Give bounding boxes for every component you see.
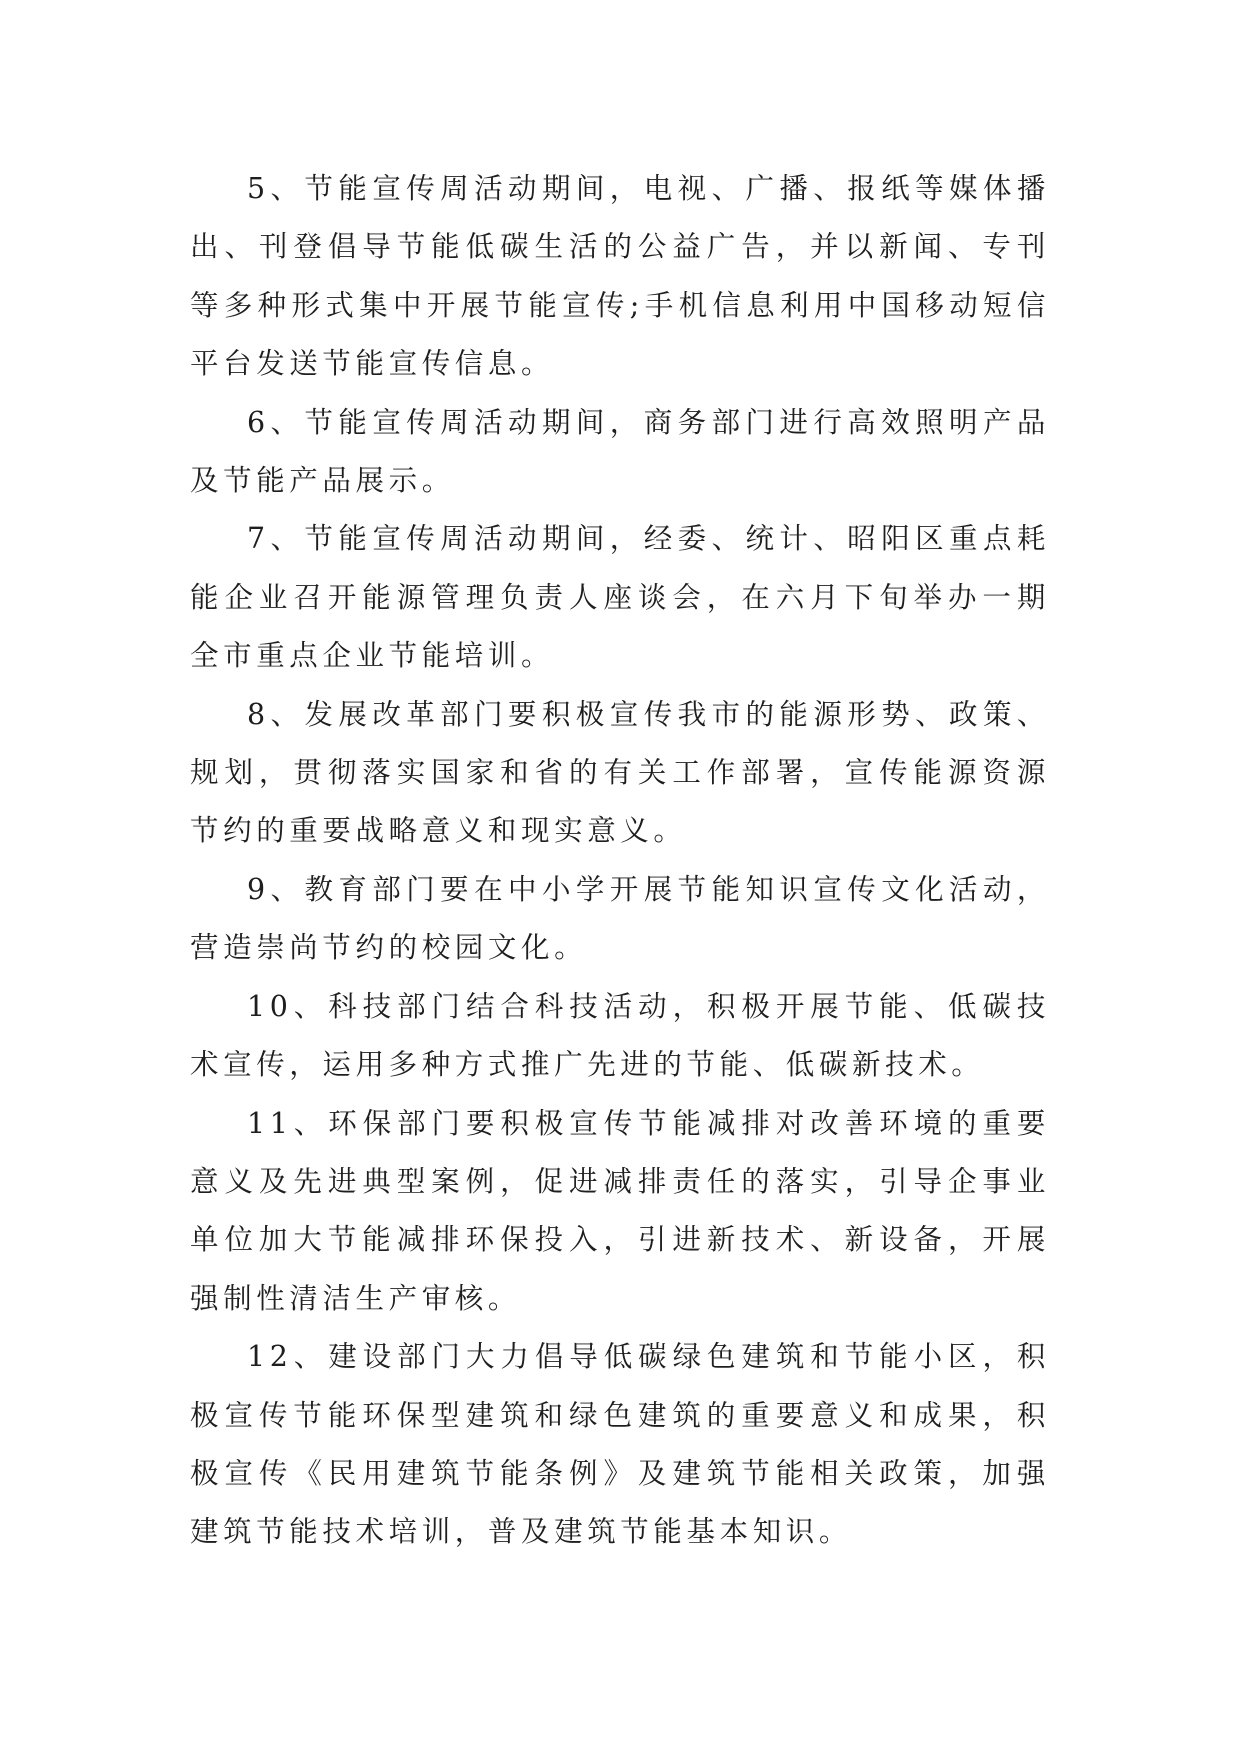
document-body [190, 160, 1050, 1562]
paragraph-item-8: 8、发展改革部门要积极宣传我市的能源形势、政策、规划，贯彻落实国家和省的有关工作部署，宣传能源资源节约的重要战略意义和现实意义。 [190, 697, 1050, 848]
paragraph-item-5: 5、节能宣传周活动期间，电视、广播、报纸等媒体播出、刊登倡导节能低碳生活的公益广告，并以新闻、专刊等多种形式集中开展节能宣传;手机信息利用中国移动短信平台发送节能宣传信息。 [190, 172, 1050, 381]
paragraph-item-9: 9、教育部门要在中小学开展节能知识宣传文化活动，营造崇尚节约的校园文化。 [190, 872, 1050, 965]
paragraph-item-6: 6、节能宣传周活动期间，商务部门进行高效照明产品及节能产品展示。 [190, 405, 1050, 498]
paragraph-item-10: 10、科技部门结合科技活动，积极开展节能、低碳技术宣传，运用多种方式推广先进的节能、低碳新技术。 [190, 989, 1050, 1082]
paragraph-item-12: 12、建设部门大力倡导低碳绿色建筑和节能小区，积极宣传节能环保型建筑和绿色建筑的重要意义和成果，积极宣传《民用建筑节能条例》及建筑节能相关政策，加强建筑节能技术培训，普及建筑节能基本知识。 [190, 1340, 1050, 1549]
paragraph-item-7: 7、节能宣传周活动期间，经委、统计、昭阳区重点耗能企业召开能源管理负责人座谈会，在六月下旬举办一期全市重点企业节能培训。 [190, 522, 1050, 673]
paragraph-item-11: 11、环保部门要积极宣传节能减排对改善环境的重要意义及先进典型案例，促进减排责任的落实，引导企事业单位加大节能减排环保投入，引进新技术、新设备，开展强制性清洁生产审核。 [190, 1106, 1050, 1315]
